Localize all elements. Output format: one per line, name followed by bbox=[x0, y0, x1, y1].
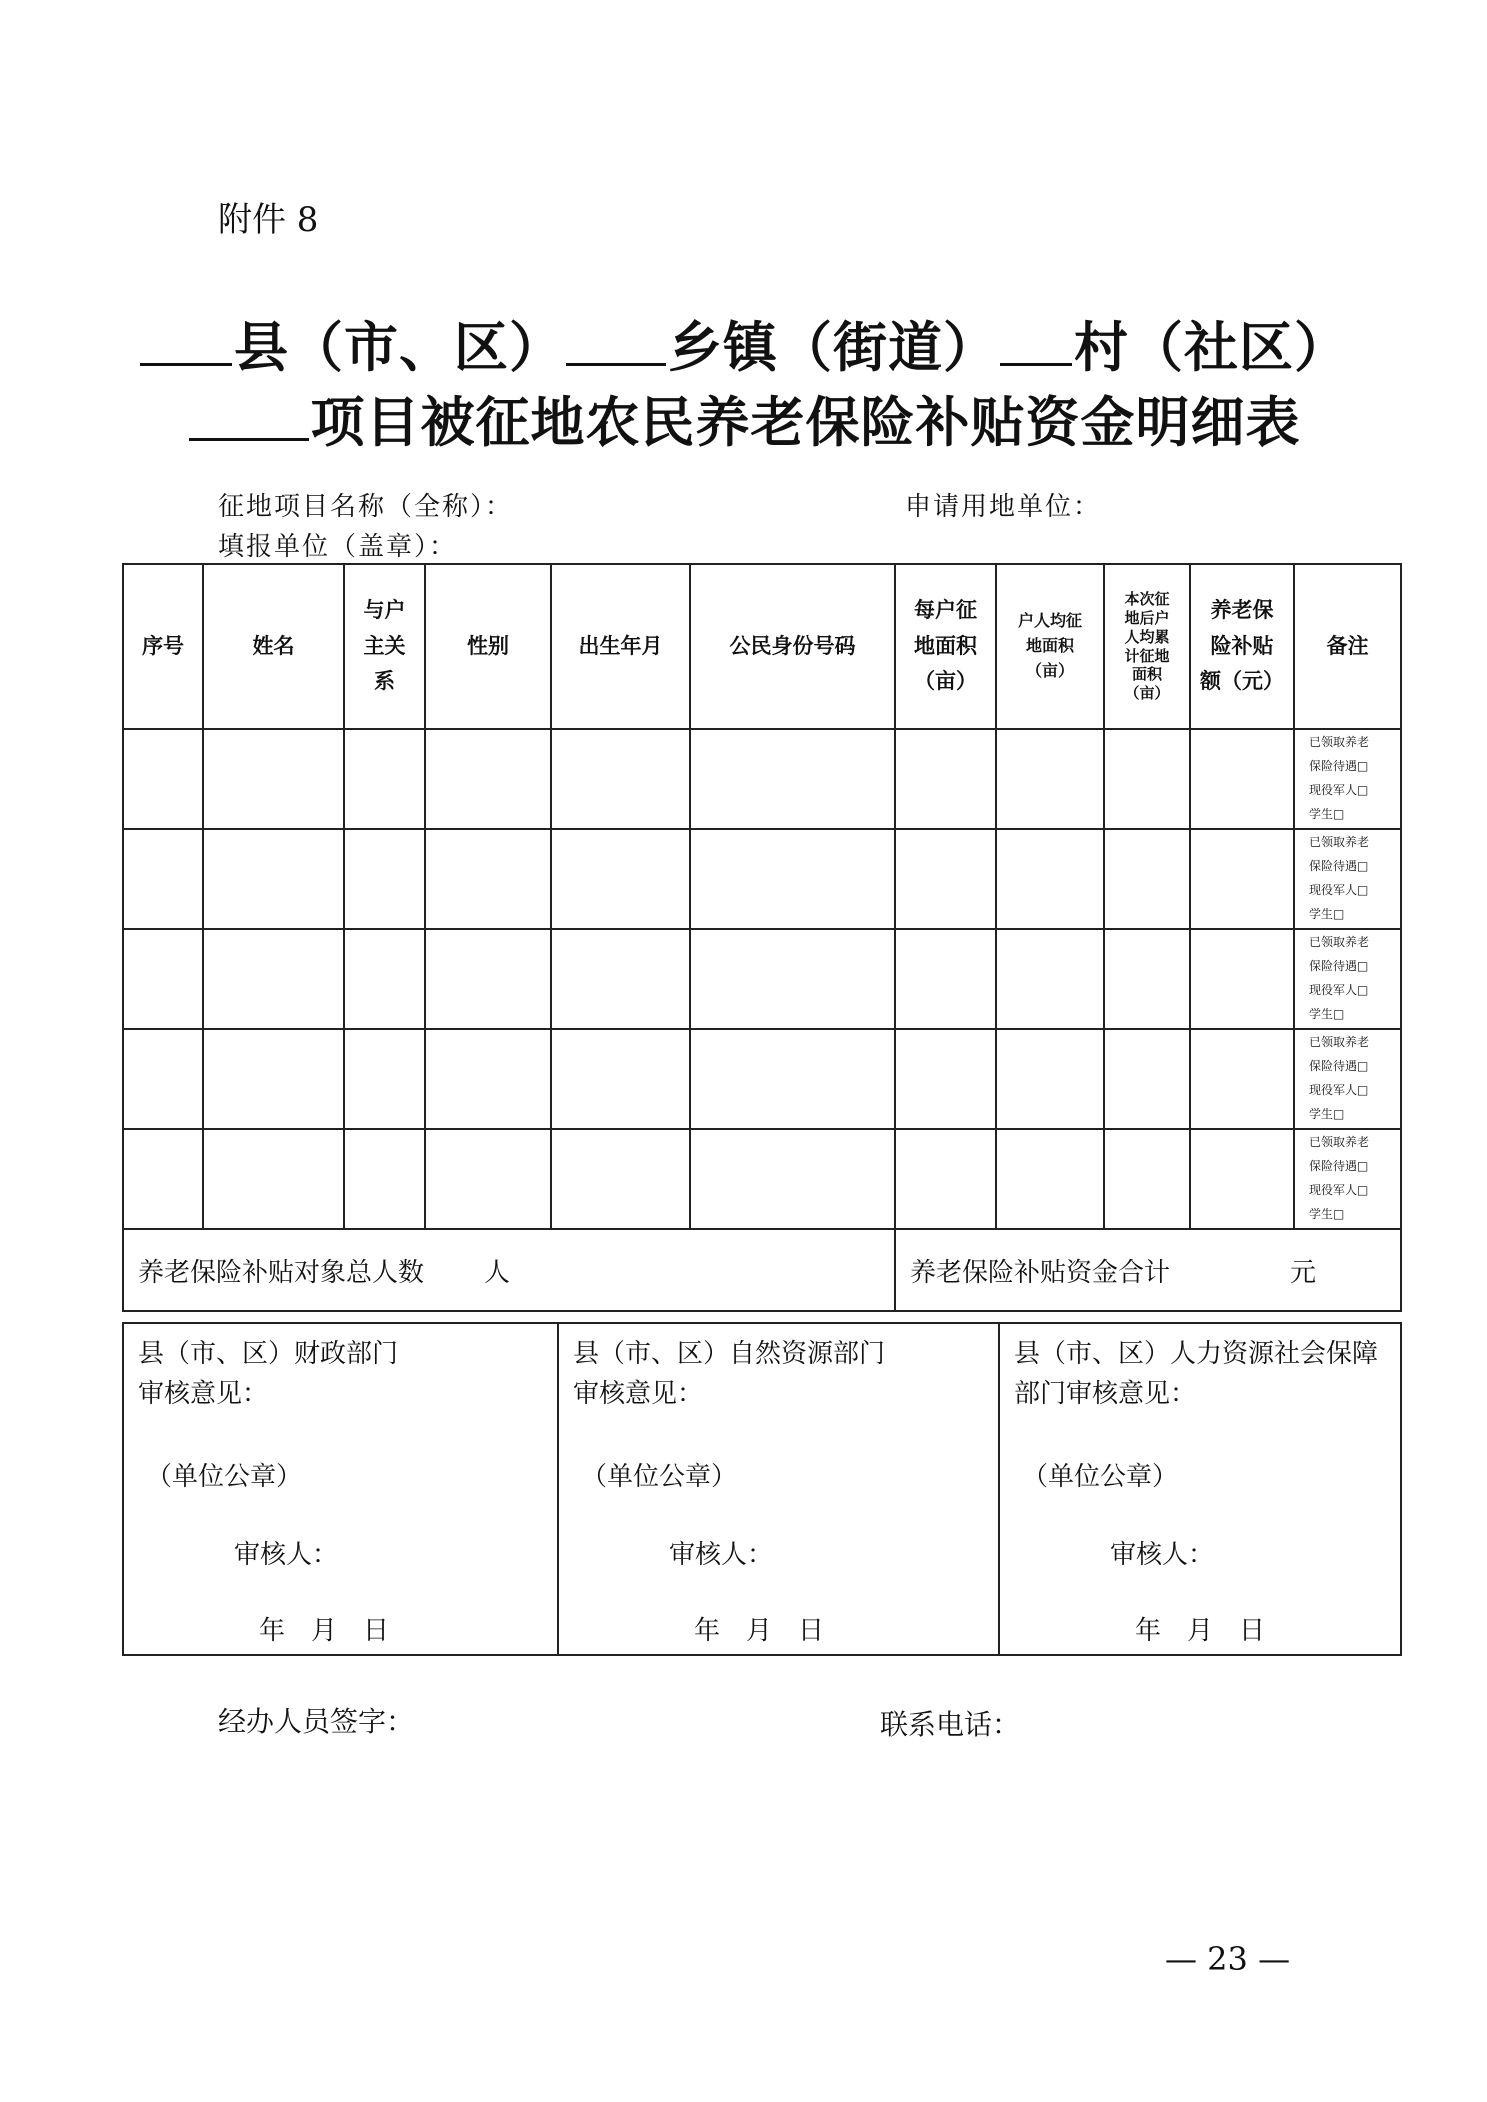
approval-cell[interactable] bbox=[999, 1323, 1401, 1655]
input-cell[interactable] bbox=[1104, 1029, 1190, 1129]
table-row bbox=[123, 1129, 1401, 1229]
header-cell bbox=[203, 564, 344, 729]
input-cell[interactable] bbox=[344, 829, 425, 929]
title-line-2 bbox=[0, 380, 1487, 457]
summary-row bbox=[123, 1229, 1401, 1311]
approval-title-line: 县（市、区）自然资源部门 bbox=[573, 1339, 886, 1369]
input-cell[interactable] bbox=[551, 929, 690, 1029]
remark-option[interactable]: 保险待遇□ bbox=[1309, 759, 1369, 773]
handler-signature-field: 经办人员签字： bbox=[218, 1705, 415, 1738]
input-cell[interactable] bbox=[123, 1129, 203, 1229]
remark-cell[interactable] bbox=[1294, 829, 1401, 929]
approval-cell[interactable] bbox=[123, 1323, 558, 1655]
approval-title-line: 县（市、区）人力资源社会保障 bbox=[1014, 1339, 1379, 1369]
header-text: 本次征 bbox=[1124, 590, 1170, 609]
header-cell bbox=[425, 564, 551, 729]
input-cell[interactable] bbox=[123, 1029, 203, 1129]
approval-title-line: 县（市、区）财政部门 bbox=[138, 1339, 399, 1369]
remark-cell[interactable] bbox=[1294, 929, 1401, 1029]
unit-seal-label: （单位公章） bbox=[581, 1462, 738, 1492]
header-text: 面积 bbox=[1131, 665, 1162, 684]
remark-cell[interactable] bbox=[1294, 1029, 1401, 1129]
approval-title bbox=[1014, 1334, 1378, 1414]
village-blank[interactable] bbox=[1000, 319, 1072, 366]
title-county: 县（市、区） bbox=[234, 316, 564, 379]
header-text: 地面积 bbox=[1025, 636, 1074, 656]
input-cell[interactable] bbox=[123, 729, 203, 829]
title-project: 项目被征地农民养老保险补贴资金明细表 bbox=[310, 391, 1301, 454]
header-text: 额（元） bbox=[1200, 669, 1284, 694]
input-cell[interactable] bbox=[1104, 729, 1190, 829]
approval-title bbox=[573, 1334, 885, 1414]
input-cell[interactable] bbox=[425, 929, 551, 1029]
input-cell[interactable] bbox=[203, 929, 344, 1029]
remark-option[interactable]: 已领取养老 bbox=[1309, 735, 1370, 749]
header-text: 养老保 bbox=[1210, 597, 1274, 622]
applicant-unit-field: 申请用地单位： bbox=[905, 492, 1102, 522]
header-text: 户人均征 bbox=[1017, 611, 1082, 631]
input-cell[interactable] bbox=[344, 1129, 425, 1229]
date-label: 年 月 日 bbox=[1135, 1616, 1266, 1646]
input-cell[interactable] bbox=[344, 729, 425, 829]
input-cell[interactable] bbox=[895, 829, 996, 929]
header-text: 公民身份号码 bbox=[729, 633, 856, 658]
input-cell[interactable] bbox=[203, 829, 344, 929]
reviewer-label: 审核人： bbox=[234, 1540, 339, 1570]
input-cell[interactable] bbox=[895, 929, 996, 1029]
input-cell[interactable] bbox=[344, 1029, 425, 1129]
input-cell[interactable] bbox=[690, 1029, 895, 1129]
header-text: 地面积 bbox=[914, 633, 977, 658]
reviewer-label: 审核人： bbox=[669, 1540, 774, 1570]
table-row bbox=[123, 829, 1401, 929]
attachment-label: 附件 8 bbox=[218, 200, 319, 240]
title-town: 乡镇（街道） bbox=[668, 316, 998, 379]
table-row bbox=[123, 929, 1401, 1029]
approval-title-line: 审核意见： bbox=[573, 1379, 704, 1409]
remark-option[interactable]: 现役军人□ bbox=[1309, 983, 1369, 997]
approval-row bbox=[123, 1323, 1401, 1655]
total-people-unit: 人 bbox=[484, 1257, 511, 1288]
input-cell[interactable] bbox=[425, 729, 551, 829]
remark-option[interactable]: 学生□ bbox=[1309, 1007, 1345, 1021]
approval-title bbox=[138, 1334, 398, 1414]
remark-option[interactable]: 保险待遇□ bbox=[1309, 1059, 1369, 1073]
input-cell[interactable] bbox=[996, 829, 1104, 929]
header-text: 序号 bbox=[142, 633, 184, 658]
input-cell[interactable] bbox=[690, 729, 895, 829]
header-cell bbox=[344, 564, 425, 729]
title-village: 村（社区） bbox=[1074, 316, 1349, 379]
approval-cell[interactable] bbox=[558, 1323, 999, 1655]
header-cell bbox=[551, 564, 690, 729]
input-cell[interactable] bbox=[344, 929, 425, 1029]
reviewer-label: 审核人： bbox=[1110, 1540, 1215, 1570]
header-cell bbox=[996, 564, 1104, 729]
remark-option[interactable]: 已领取养老 bbox=[1309, 935, 1370, 949]
page-number: — 23 — bbox=[1165, 1940, 1291, 1978]
remark-option[interactable]: 已领取养老 bbox=[1309, 835, 1370, 849]
input-cell[interactable] bbox=[895, 1029, 996, 1129]
input-cell[interactable] bbox=[1104, 929, 1190, 1029]
input-cell[interactable] bbox=[996, 1029, 1104, 1129]
approval-table bbox=[122, 1322, 1402, 1656]
remark-option[interactable]: 保险待遇□ bbox=[1309, 1159, 1369, 1173]
remark-cell[interactable] bbox=[1294, 1129, 1401, 1229]
remark-option[interactable]: 已领取养老 bbox=[1309, 1135, 1370, 1149]
remark-option[interactable]: 学生□ bbox=[1309, 1107, 1345, 1121]
input-cell[interactable] bbox=[551, 729, 690, 829]
subsidy-detail-table bbox=[122, 563, 1402, 1312]
input-cell[interactable] bbox=[690, 1129, 895, 1229]
date-label: 年 月 日 bbox=[694, 1616, 825, 1646]
header-text: 地后户 bbox=[1124, 609, 1170, 627]
input-cell[interactable] bbox=[551, 1029, 690, 1129]
contact-phone-field: 联系电话： bbox=[880, 1708, 1021, 1741]
remark-option[interactable]: 学生□ bbox=[1309, 1207, 1345, 1221]
remark-option[interactable]: 保险待遇□ bbox=[1309, 959, 1369, 973]
project-name-field: 征地项目名称（全称）： bbox=[218, 492, 514, 522]
remark-option[interactable]: 现役军人□ bbox=[1309, 1083, 1369, 1097]
input-cell[interactable] bbox=[996, 1129, 1104, 1229]
header-text: 性别 bbox=[467, 633, 509, 658]
header-text: 姓名 bbox=[252, 633, 295, 658]
header-text: 每户征 bbox=[914, 597, 977, 622]
header-text: 系 bbox=[374, 669, 395, 694]
input-cell[interactable] bbox=[425, 1129, 551, 1229]
header-text: 险补贴 bbox=[1210, 633, 1274, 658]
date-label: 年 月 日 bbox=[259, 1616, 390, 1646]
input-cell[interactable] bbox=[895, 1129, 996, 1229]
input-cell[interactable] bbox=[425, 829, 551, 929]
input-cell[interactable] bbox=[123, 929, 203, 1029]
project-blank[interactable] bbox=[189, 394, 309, 441]
input-cell[interactable] bbox=[203, 1029, 344, 1129]
total-amount-label: 养老保险补贴资金合计 bbox=[910, 1257, 1171, 1288]
input-cell[interactable] bbox=[1190, 1129, 1294, 1229]
remark-cell[interactable] bbox=[1294, 729, 1401, 829]
total-amount-unit: 元 bbox=[1290, 1257, 1317, 1288]
remark-option[interactable]: 学生□ bbox=[1309, 907, 1345, 921]
unit-seal-label: （单位公章） bbox=[146, 1462, 303, 1492]
remark-option[interactable]: 现役军人□ bbox=[1309, 783, 1369, 797]
header-text: 计征地 bbox=[1124, 646, 1170, 665]
total-amount-cell[interactable] bbox=[895, 1229, 1401, 1311]
table-header-row bbox=[123, 564, 1401, 729]
input-cell[interactable] bbox=[1190, 929, 1294, 1029]
input-cell[interactable] bbox=[551, 829, 690, 929]
input-cell[interactable] bbox=[1190, 729, 1294, 829]
header-cell bbox=[1294, 564, 1401, 729]
input-cell[interactable] bbox=[1190, 829, 1294, 929]
header-cell bbox=[690, 564, 895, 729]
remark-option[interactable]: 现役军人□ bbox=[1309, 883, 1369, 897]
approval-title-line: 部门审核意见： bbox=[1014, 1379, 1197, 1409]
header-cell bbox=[895, 564, 996, 729]
header-text: 人均累 bbox=[1124, 627, 1170, 646]
header-cell bbox=[123, 564, 203, 729]
input-cell[interactable] bbox=[203, 729, 344, 829]
total-people-cell[interactable] bbox=[123, 1229, 895, 1311]
input-cell[interactable] bbox=[123, 829, 203, 929]
approval-title-line: 审核意见： bbox=[138, 1379, 269, 1409]
remark-option[interactable]: 已领取养老 bbox=[1309, 1035, 1370, 1049]
header-text: 出生年月 bbox=[578, 633, 663, 658]
input-cell[interactable] bbox=[425, 1029, 551, 1129]
town-blank[interactable] bbox=[566, 319, 666, 366]
reporting-unit-field: 填报单位（盖章）： bbox=[218, 532, 458, 562]
remark-option[interactable]: 保险待遇□ bbox=[1309, 859, 1369, 873]
input-cell[interactable] bbox=[1104, 829, 1190, 929]
input-cell[interactable] bbox=[996, 729, 1104, 829]
header-cell bbox=[1190, 564, 1294, 729]
input-cell[interactable] bbox=[551, 1129, 690, 1229]
county-blank[interactable] bbox=[140, 319, 232, 366]
remark-option[interactable]: 学生□ bbox=[1309, 807, 1345, 821]
header-text: （亩） bbox=[1025, 660, 1074, 680]
remark-option[interactable]: 现役军人□ bbox=[1309, 1183, 1369, 1197]
table-row bbox=[123, 1029, 1401, 1129]
header-text: （亩） bbox=[914, 669, 977, 694]
header-text: 主关 bbox=[363, 633, 406, 658]
header-text: 备注 bbox=[1326, 633, 1369, 658]
title-line-1 bbox=[0, 305, 1487, 382]
input-cell[interactable] bbox=[1104, 1129, 1190, 1229]
input-cell[interactable] bbox=[690, 829, 895, 929]
input-cell[interactable] bbox=[996, 929, 1104, 1029]
input-cell[interactable] bbox=[690, 929, 895, 1029]
header-text: （亩） bbox=[1124, 684, 1170, 702]
input-cell[interactable] bbox=[203, 1129, 344, 1229]
unit-seal-label: （单位公章） bbox=[1022, 1462, 1179, 1492]
total-people-label: 养老保险补贴对象总人数 bbox=[138, 1257, 425, 1288]
header-cell bbox=[1104, 564, 1190, 729]
header-text: 与户 bbox=[363, 597, 406, 622]
table-row bbox=[123, 729, 1401, 829]
input-cell[interactable] bbox=[1190, 1029, 1294, 1129]
input-cell[interactable] bbox=[895, 729, 996, 829]
